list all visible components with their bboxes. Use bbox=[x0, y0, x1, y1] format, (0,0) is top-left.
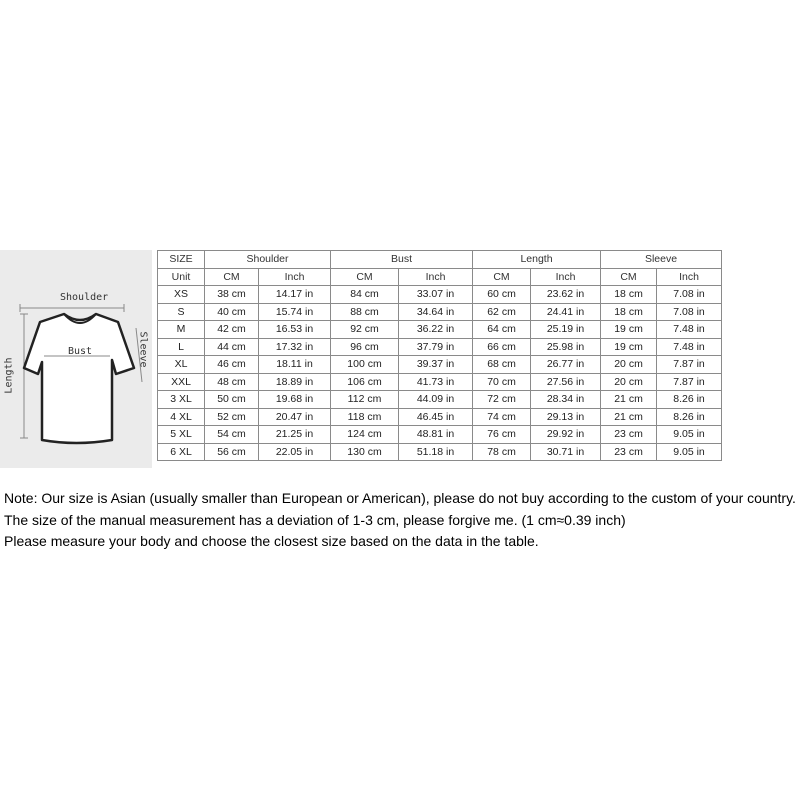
measurement-cell: 23.62 in bbox=[531, 286, 601, 304]
measurement-cell: 72 cm bbox=[473, 391, 531, 409]
measurement-cell: 68 cm bbox=[473, 356, 531, 374]
measurement-cell: 18 cm bbox=[601, 303, 657, 321]
unit-cell: CM bbox=[331, 268, 399, 286]
measurement-cell: 56 cm bbox=[205, 443, 259, 461]
size-notes bbox=[4, 488, 796, 553]
measurement-cell: 17.32 in bbox=[259, 338, 331, 356]
group-header-row bbox=[158, 251, 722, 269]
measurement-cell: 23 cm bbox=[601, 443, 657, 461]
size-chart-table bbox=[157, 250, 722, 461]
table-row bbox=[158, 408, 722, 426]
length-label: Length bbox=[3, 357, 15, 394]
measurement-cell: 27.56 in bbox=[531, 373, 601, 391]
measurement-cell: 25.19 in bbox=[531, 321, 601, 339]
measurement-cell: 19 cm bbox=[601, 321, 657, 339]
measurement-cell: 112 cm bbox=[331, 391, 399, 409]
measurement-cell: 15.74 in bbox=[259, 303, 331, 321]
measurement-cell: 22.05 in bbox=[259, 443, 331, 461]
measurement-cell: 25.98 in bbox=[531, 338, 601, 356]
measurement-cell: 9.05 in bbox=[657, 426, 722, 444]
measurement-cell: 39.37 in bbox=[399, 356, 473, 374]
unit-cell: Inch bbox=[399, 268, 473, 286]
measurement-cell: 20 cm bbox=[601, 373, 657, 391]
measurement-cell: 30.71 in bbox=[531, 443, 601, 461]
measurement-cell: 19.68 in bbox=[259, 391, 331, 409]
table-row bbox=[158, 373, 722, 391]
measurement-cell: 96 cm bbox=[331, 338, 399, 356]
unit-label: Unit bbox=[158, 268, 205, 286]
size-cell: XL bbox=[158, 356, 205, 374]
measurement-cell: 8.26 in bbox=[657, 391, 722, 409]
measurement-cell: 51.18 in bbox=[399, 443, 473, 461]
measurement-cell: 66 cm bbox=[473, 338, 531, 356]
measurement-cell: 37.79 in bbox=[399, 338, 473, 356]
measurement-cell: 7.87 in bbox=[657, 356, 722, 374]
unit-cell: Inch bbox=[259, 268, 331, 286]
measurement-cell: 106 cm bbox=[331, 373, 399, 391]
table-row bbox=[158, 426, 722, 444]
unit-header-row bbox=[158, 268, 722, 286]
measurement-cell: 33.07 in bbox=[399, 286, 473, 304]
measurement-cell: 46 cm bbox=[205, 356, 259, 374]
shoulder-header: Shoulder bbox=[205, 251, 331, 269]
size-cell: XS bbox=[158, 286, 205, 304]
table-row bbox=[158, 391, 722, 409]
measurement-cell: 7.08 in bbox=[657, 303, 722, 321]
tshirt-measurement-diagram bbox=[0, 250, 152, 468]
measurement-cell: 100 cm bbox=[331, 356, 399, 374]
size-cell: 4 XL bbox=[158, 408, 205, 426]
length-header: Length bbox=[473, 251, 601, 269]
size-header: SIZE bbox=[158, 251, 205, 269]
note-line-measure-advice: Please measure your body and choose the closest size based on the data in the table. bbox=[4, 533, 539, 549]
unit-cell: CM bbox=[473, 268, 531, 286]
bust-label: Bust bbox=[68, 346, 93, 357]
measurement-cell: 88 cm bbox=[331, 303, 399, 321]
shoulder-label: Shoulder bbox=[60, 292, 109, 303]
measurement-cell: 50 cm bbox=[205, 391, 259, 409]
measurement-cell: 41.73 in bbox=[399, 373, 473, 391]
measurement-cell: 7.87 in bbox=[657, 373, 722, 391]
size-cell: S bbox=[158, 303, 205, 321]
measurement-cell: 20 cm bbox=[601, 356, 657, 374]
table-row bbox=[158, 303, 722, 321]
measurement-cell: 78 cm bbox=[473, 443, 531, 461]
table-row bbox=[158, 286, 722, 304]
measurement-cell: 118 cm bbox=[331, 408, 399, 426]
table-row bbox=[158, 338, 722, 356]
measurement-cell: 21 cm bbox=[601, 408, 657, 426]
measurement-cell: 7.48 in bbox=[657, 321, 722, 339]
measurement-cell: 130 cm bbox=[331, 443, 399, 461]
size-cell: 5 XL bbox=[158, 426, 205, 444]
measurement-cell: 34.64 in bbox=[399, 303, 473, 321]
measurement-cell: 26.77 in bbox=[531, 356, 601, 374]
measurement-cell: 18.11 in bbox=[259, 356, 331, 374]
table-row bbox=[158, 356, 722, 374]
measurement-cell: 62 cm bbox=[473, 303, 531, 321]
measurement-cell: 28.34 in bbox=[531, 391, 601, 409]
measurement-cell: 48 cm bbox=[205, 373, 259, 391]
measurement-cell: 21.25 in bbox=[259, 426, 331, 444]
measurement-cell: 40 cm bbox=[205, 303, 259, 321]
measurement-cell: 18 cm bbox=[601, 286, 657, 304]
size-cell: XXL bbox=[158, 373, 205, 391]
measurement-cell: 20.47 in bbox=[259, 408, 331, 426]
measurement-cell: 76 cm bbox=[473, 426, 531, 444]
measurement-cell: 24.41 in bbox=[531, 303, 601, 321]
unit-cell: Inch bbox=[657, 268, 722, 286]
tshirt-outline-icon bbox=[0, 250, 152, 468]
measurement-cell: 19 cm bbox=[601, 338, 657, 356]
measurement-cell: 36.22 in bbox=[399, 321, 473, 339]
measurement-cell: 16.53 in bbox=[259, 321, 331, 339]
measurement-cell: 8.26 in bbox=[657, 408, 722, 426]
unit-cell: CM bbox=[205, 268, 259, 286]
measurement-cell: 9.05 in bbox=[657, 443, 722, 461]
measurement-cell: 60 cm bbox=[473, 286, 531, 304]
sleeve-header: Sleeve bbox=[601, 251, 722, 269]
measurement-cell: 54 cm bbox=[205, 426, 259, 444]
measurement-cell: 7.08 in bbox=[657, 286, 722, 304]
measurement-cell: 21 cm bbox=[601, 391, 657, 409]
measurement-cell: 7.48 in bbox=[657, 338, 722, 356]
unit-cell: CM bbox=[601, 268, 657, 286]
measurement-cell: 42 cm bbox=[205, 321, 259, 339]
size-cell: L bbox=[158, 338, 205, 356]
sleeve-label: Sleeve bbox=[137, 331, 149, 368]
measurement-cell: 74 cm bbox=[473, 408, 531, 426]
table-row bbox=[158, 443, 722, 461]
table-row bbox=[158, 321, 722, 339]
measurement-cell: 29.92 in bbox=[531, 426, 601, 444]
measurement-cell: 14.17 in bbox=[259, 286, 331, 304]
unit-cell: Inch bbox=[531, 268, 601, 286]
note-line-deviation: The size of the manual measurement has a deviation of 1-3 cm, please forgive me. (1 cm≈0.39 inch) bbox=[4, 511, 626, 528]
measurement-cell: 46.45 in bbox=[399, 408, 473, 426]
measurement-cell: 23 cm bbox=[601, 426, 657, 444]
measurement-cell: 52 cm bbox=[205, 408, 259, 426]
size-cell: 6 XL bbox=[158, 443, 205, 461]
size-cell: 3 XL bbox=[158, 391, 205, 409]
measurement-cell: 84 cm bbox=[331, 286, 399, 304]
measurement-cell: 70 cm bbox=[473, 373, 531, 391]
measurement-cell: 29.13 in bbox=[531, 408, 601, 426]
measurement-cell: 44.09 in bbox=[399, 391, 473, 409]
measurement-cell: 44 cm bbox=[205, 338, 259, 356]
measurement-cell: 92 cm bbox=[331, 321, 399, 339]
measurement-cell: 38 cm bbox=[205, 286, 259, 304]
measurement-cell: 18.89 in bbox=[259, 373, 331, 391]
size-cell: M bbox=[158, 321, 205, 339]
bust-header: Bust bbox=[331, 251, 473, 269]
note-line-asian-size: Note: Our size is Asian (usually smaller than European or American), please do not buy according to the custom of your country. bbox=[4, 490, 796, 506]
measurement-cell: 64 cm bbox=[473, 321, 531, 339]
measurement-cell: 124 cm bbox=[331, 426, 399, 444]
measurement-cell: 48.81 in bbox=[399, 426, 473, 444]
